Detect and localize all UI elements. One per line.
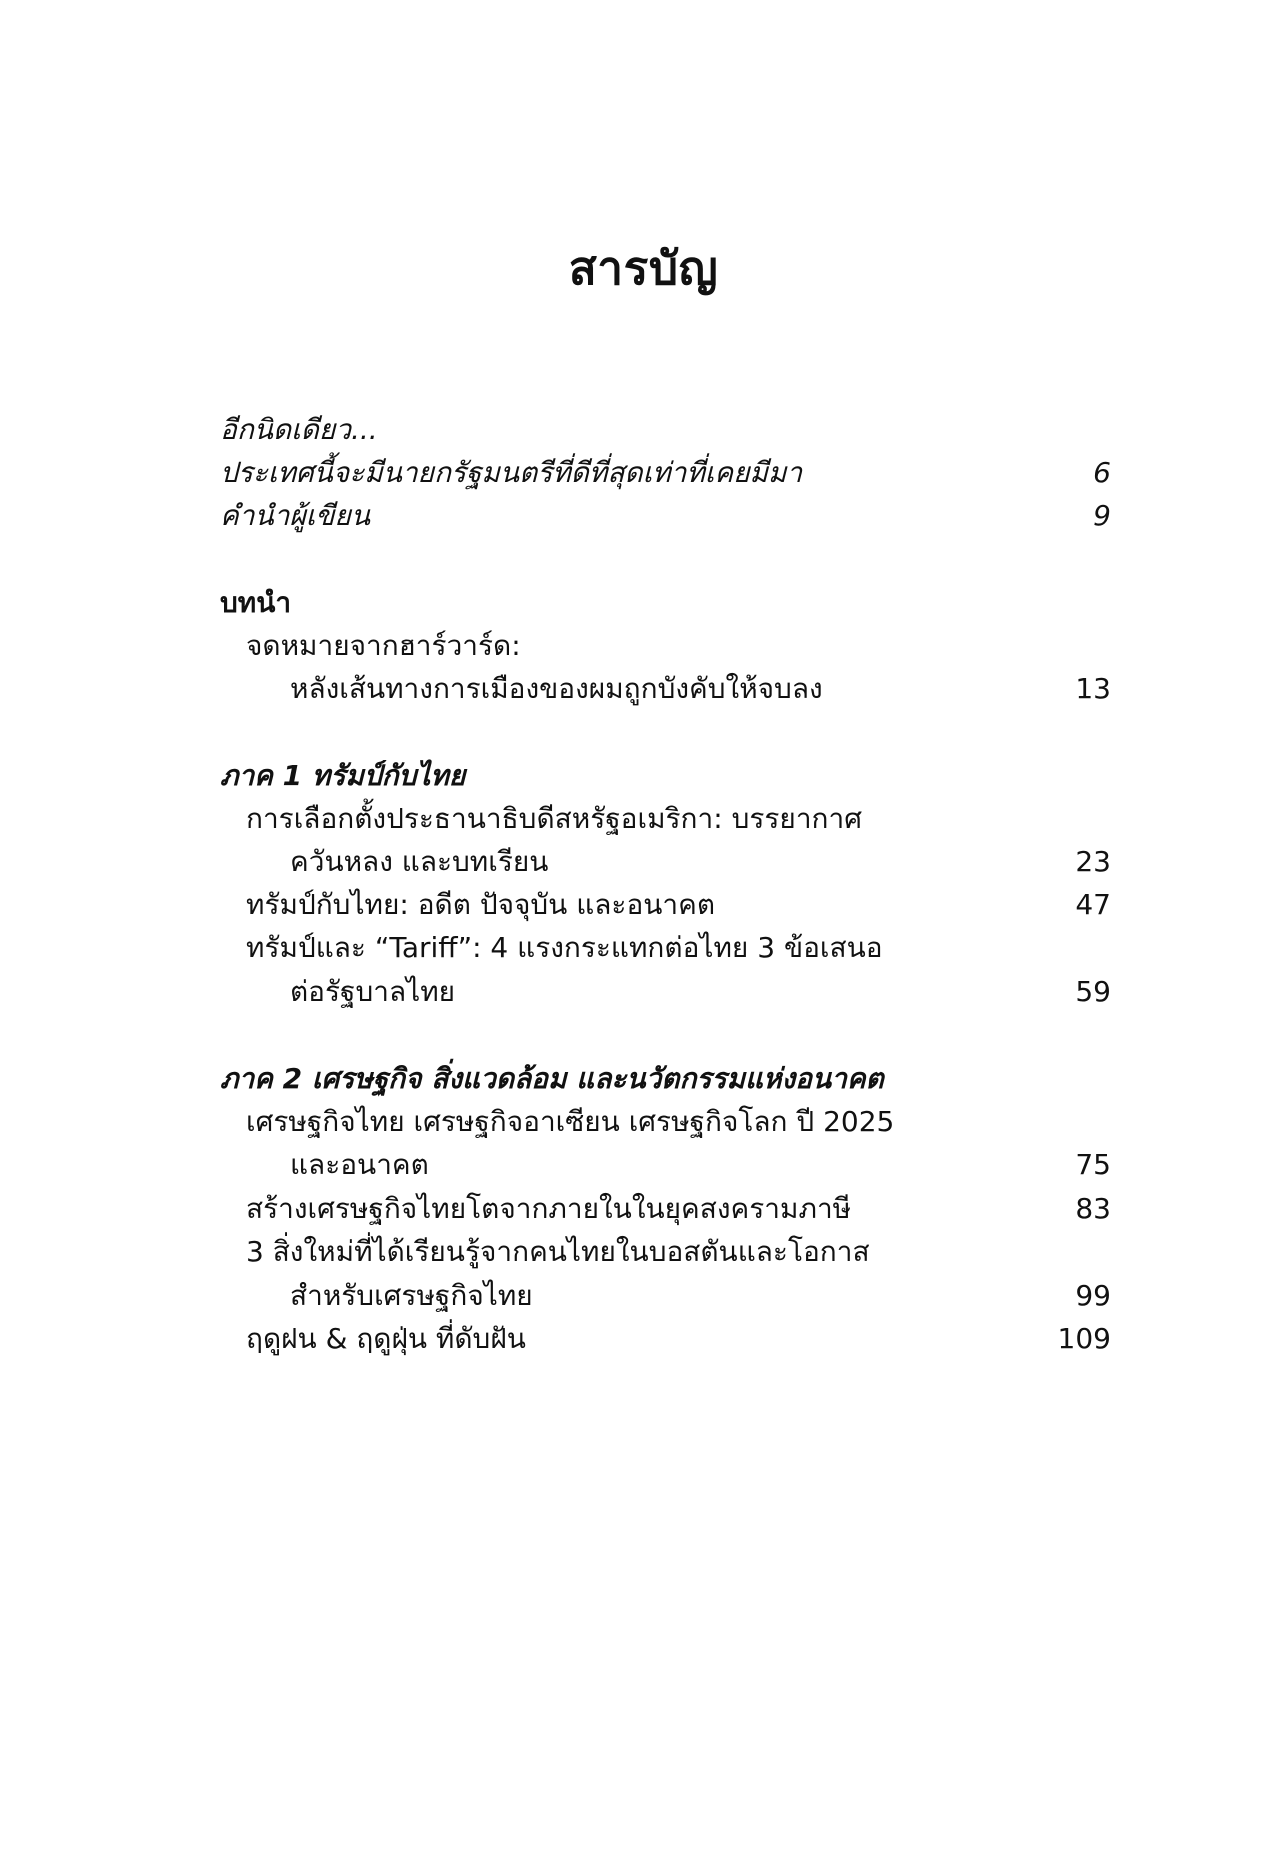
toc-page-number: 6 <box>1093 456 1111 489</box>
toc-entry-title: เศรษฐกิจไทย เศรษฐกิจอาเซียน เศรษฐกิจโลก ปี 2025 <box>246 1105 895 1138</box>
toc-page-number: 109 <box>1057 1322 1111 1355</box>
toc-page-number: 59 <box>1075 975 1111 1008</box>
section-heading: บทนำ <box>220 586 292 619</box>
toc-entry-title: ฤดูฝน & ฤดูฝุ่น ที่ดับฝัน <box>246 1322 526 1355</box>
toc-entry-part1-3-line2[interactable] <box>0 966 1287 1018</box>
toc-entry-intro-1-line2[interactable] <box>0 663 1287 715</box>
toc-entry-title: ประเทศนี้จะมีนายกรัฐมนตรีที่ดีที่สุดเท่าที่เคยมีมา <box>220 456 803 489</box>
toc-entry-part2-4[interactable] <box>0 1313 1287 1365</box>
toc-entry-title: การเลือกตั้งประธานาธิบดีสหรัฐอเมริกา: บรรยากาศ <box>246 802 862 835</box>
toc-page-number: 83 <box>1075 1192 1111 1225</box>
toc-page-number: 99 <box>1075 1279 1111 1312</box>
toc-entry-title: 3 สิ่งใหม่ที่ได้เรียนรู้จากคนไทยในบอสตันและโอกาส <box>246 1235 870 1268</box>
section-heading: ภาค 2 เศรษฐกิจ สิ่งแวดล้อม และนวัตกรรมแห่งอนาคต <box>220 1062 884 1095</box>
toc-entry-title-continued: และอนาคต <box>290 1148 429 1181</box>
toc-page-number: 75 <box>1075 1148 1111 1181</box>
toc-page-number: 47 <box>1075 888 1111 921</box>
toc-entry-title: ทรัมป์และ “Tariff”: 4 แรงกระแทกต่อไทย 3 ข้อเสนอ <box>246 931 883 964</box>
toc-entry-title: คำนำผู้เขียน <box>220 499 370 532</box>
toc-entry-title: จดหมายจากฮาร์วาร์ด: <box>246 629 521 662</box>
toc-entry-title-continued: สำหรับเศรษฐกิจไทย <box>290 1279 533 1312</box>
toc-entry-title-continued: ควันหลง และบทเรียน <box>290 845 549 878</box>
toc-entry-front-3[interactable] <box>0 490 1287 542</box>
toc-entry-title: ทรัมป์กับไทย: อดีต ปัจจุบัน และอนาคต <box>246 888 716 921</box>
section-heading: ภาค 1 ทรัมป์กับไทย <box>220 759 466 792</box>
toc-entry-title-continued: หลังเส้นทางการเมืองของผมถูกบังคับให้จบลง <box>290 672 823 705</box>
toc-entry-title-continued: ต่อรัฐบาลไทย <box>290 975 456 1008</box>
toc-entry-title: สร้างเศรษฐกิจไทยโตจากภายในในยุคสงครามภาษี <box>246 1192 852 1225</box>
toc-page-number: 23 <box>1075 845 1111 878</box>
toc-entry-title: อีกนิดเดียว... <box>220 413 378 446</box>
toc-page-number: 13 <box>1075 672 1111 705</box>
toc-page-number: 9 <box>1093 499 1111 532</box>
page-title: สารบัญ <box>568 241 719 295</box>
